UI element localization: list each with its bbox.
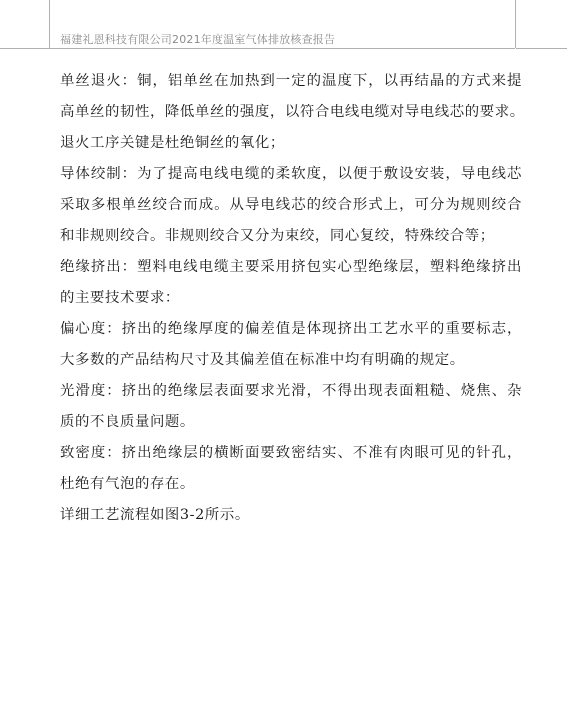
paragraph-process-flow-reference — [60, 500, 522, 531]
text-line: 杜绝有气泡的存在。 — [60, 476, 195, 492]
text-line: 单丝退火：铜，铝单丝在加热到一定的温度下，以再结晶的方式来提 — [60, 73, 522, 89]
text-line: 的主要技术要求： — [60, 290, 180, 306]
paragraph-insulation-extrusion — [60, 252, 522, 314]
paragraph-smoothness — [60, 376, 522, 438]
text-line: 光滑度：挤出的绝缘层表面要求光滑，不得出现表面粗糙、烧焦、杂 — [60, 383, 522, 399]
text-line: 详细工艺流程如图3-2所示。 — [60, 507, 250, 523]
page-header: 福建礼恩科技有限公司2021年度温室气体排放核查报告 — [60, 33, 336, 46]
text-line: 致密度：挤出绝缘层的横断面要致密结实、不准有肉眼可见的针孔， — [60, 445, 522, 461]
text-line: 绝缘挤出：塑料电线电缆主要采用挤包实心型绝缘层，塑料绝缘挤出 — [60, 259, 522, 275]
text-line: 高单丝的韧性，降低单丝的强度，以符合电线电缆对导电线芯的要求。 — [60, 104, 525, 120]
paragraph-annealing — [60, 66, 525, 159]
text-line: 大多数的产品结构尺寸及其偏差值在标准中均有明确的规定。 — [60, 352, 465, 368]
text-line: 退火工序关键是杜绝铜丝的氧化； — [60, 135, 285, 151]
crop-mark-top-left-horizontal — [0, 48, 49, 49]
crop-mark-top-right-vertical — [515, 0, 516, 48]
text-line: 导体绞制：为了提高电线电缆的柔软度，以便于敷设安装，导电线芯 — [60, 166, 522, 182]
header-rule — [49, 48, 515, 49]
text-line: 质的不良质量问题。 — [60, 414, 195, 430]
paragraph-eccentricity — [60, 314, 522, 376]
crop-mark-top-right-horizontal — [516, 48, 567, 49]
paragraph-density — [60, 438, 522, 500]
crop-mark-top-left-vertical — [49, 0, 50, 48]
text-line: 采取多根单丝绞合而成。从导电线芯的绞合形式上，可分为规则绞合 — [60, 197, 522, 213]
text-line: 和非规则绞合。非规则绞合又分为束绞，同心复绞，特殊绞合等； — [60, 228, 495, 244]
document-body — [60, 66, 525, 531]
text-line: 偏心度：挤出的绝缘厚度的偏差值是体现挤出工艺水平的重要标志， — [60, 321, 522, 337]
paragraph-conductor-stranding — [60, 159, 522, 252]
